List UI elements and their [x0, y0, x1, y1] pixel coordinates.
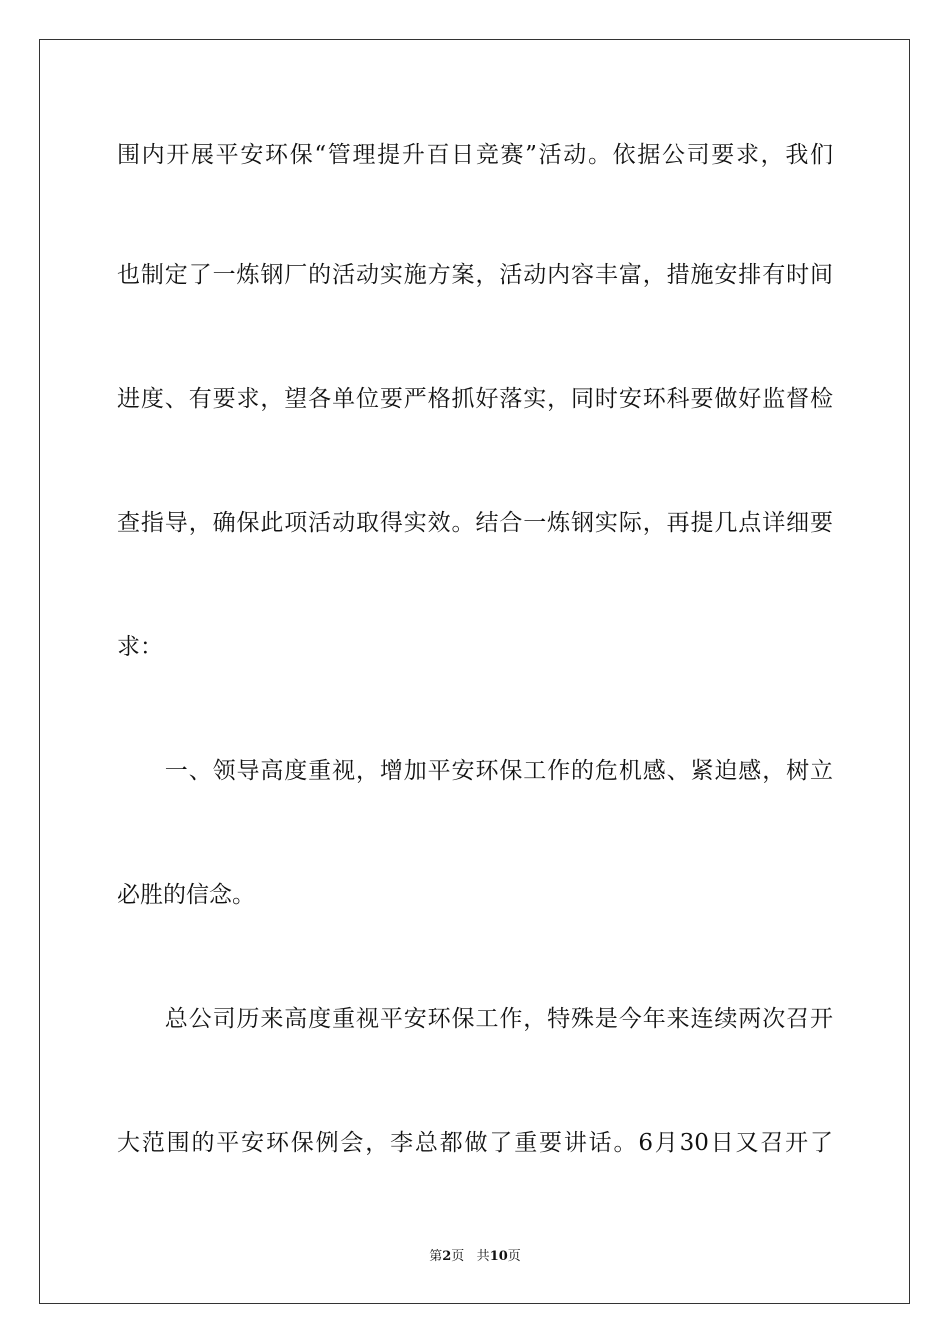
- footer-total-unit: 页: [507, 1249, 521, 1264]
- page-frame: [39, 39, 910, 1304]
- text-line: 进度、有要求，望各单位要严格抓好落实，同时安环科要做好监督检: [117, 386, 833, 412]
- footer-page-total: 10: [489, 1249, 508, 1264]
- text-line: 求：: [117, 634, 163, 660]
- footer-page-prefix: 第: [429, 1249, 443, 1264]
- page-footer: [0, 1249, 950, 1265]
- text-line: 查指导，确保此项活动取得实效。结合一炼钢实际，再提几点详细要: [117, 510, 833, 536]
- text-line: 大范围的平安环保例会，李总都做了重要讲话。6月30日又召开了: [117, 1130, 833, 1156]
- footer-total-prefix: 共: [476, 1249, 490, 1264]
- footer-page-unit: 页: [451, 1249, 465, 1264]
- footer-page-current: 2: [442, 1249, 452, 1264]
- text-line: 一、领导高度重视，增加平安环保工作的危机感、紧迫感，树立: [117, 758, 833, 784]
- text-line: 围内开展平安环保“管理提升百日竞赛”活动。依据公司要求，我们: [117, 142, 833, 168]
- text-line: 也制定了一炼钢厂的活动实施方案，活动内容丰富，措施安排有时间: [117, 262, 833, 288]
- text-line: 总公司历来高度重视平安环保工作，特殊是今年来连续两次召开: [117, 1006, 833, 1032]
- text-line: 必胜的信念。: [117, 882, 255, 908]
